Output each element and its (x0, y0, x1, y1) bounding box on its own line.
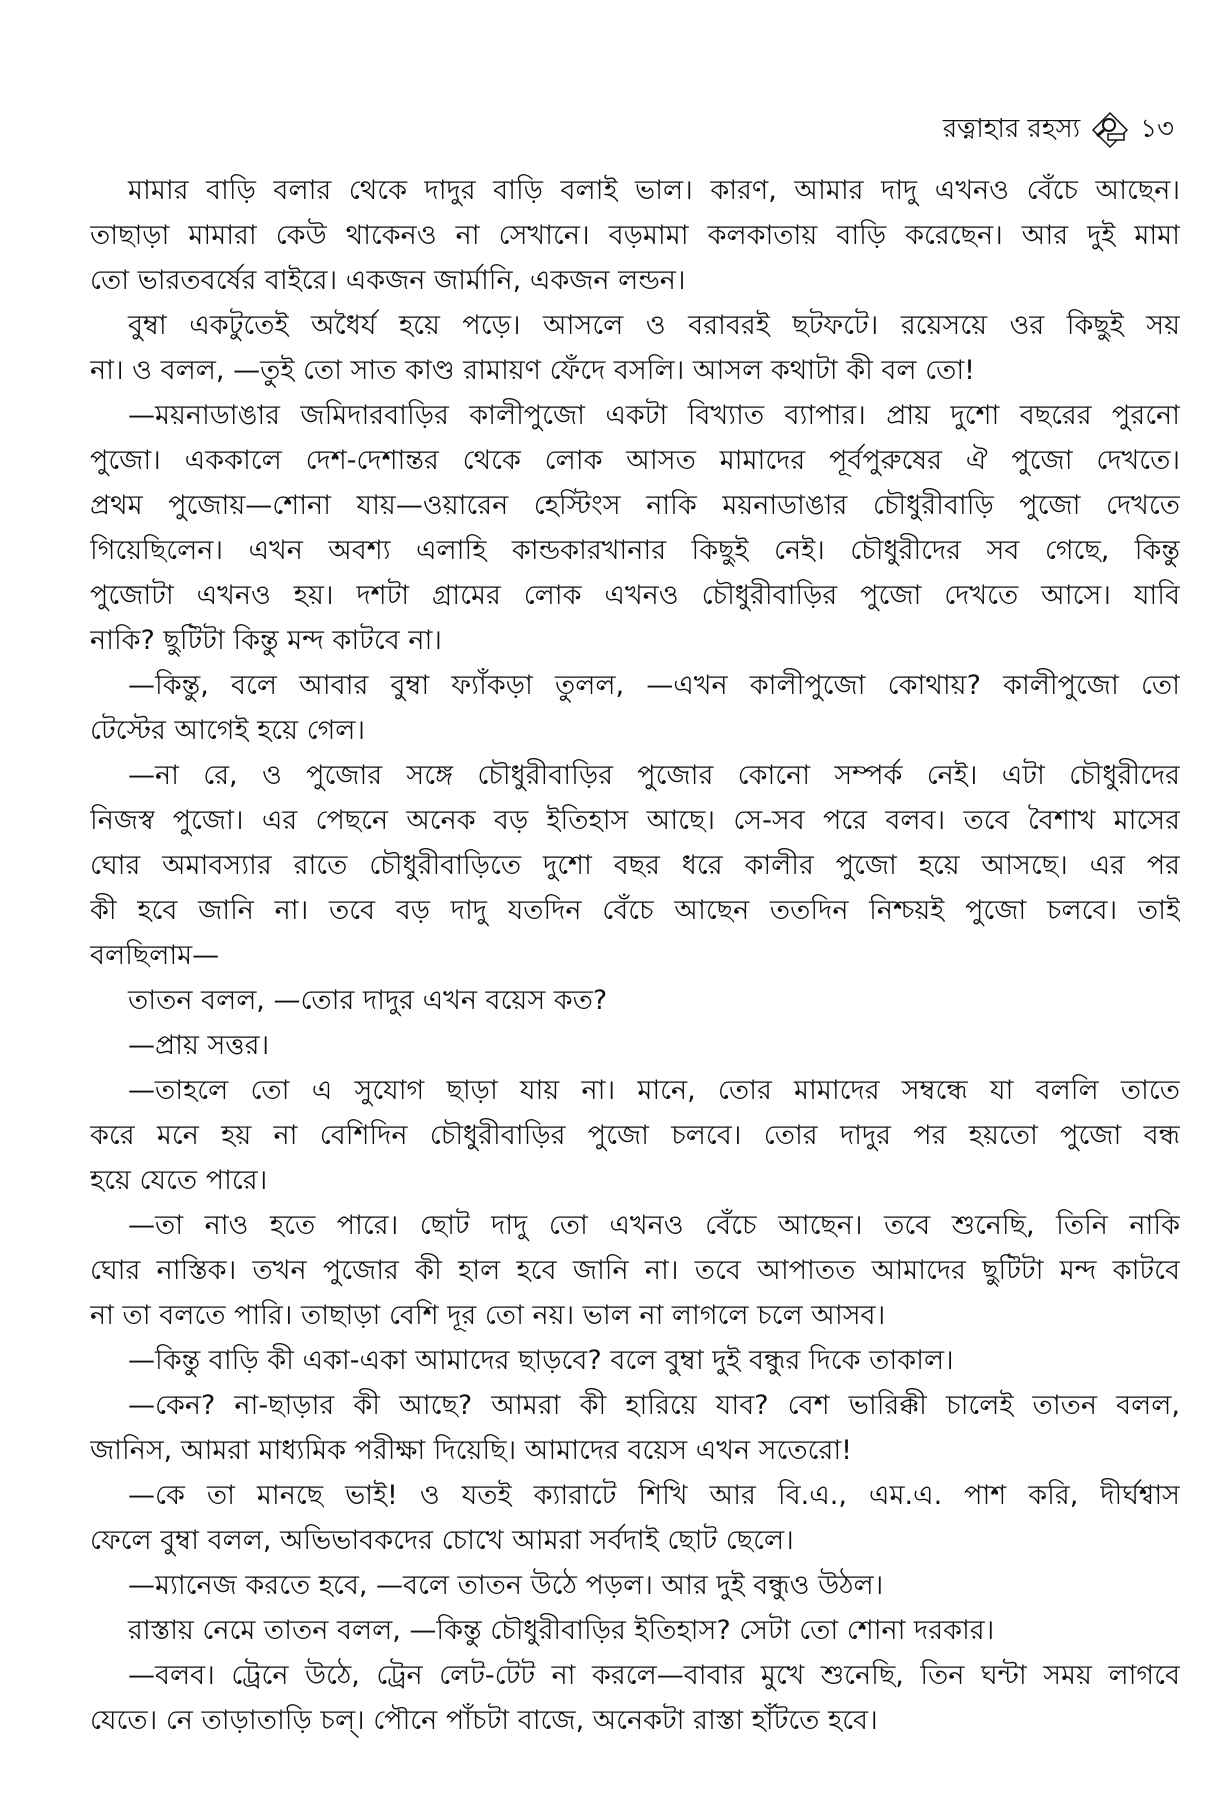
text-line: জানিস, আমরা মাধ্যমিক পরীক্ষা দিয়েছি। আমাদের বয়েস এখন সতেরো! (90, 1435, 852, 1466)
paragraph (90, 303, 1180, 393)
text-line: —কিন্তু বাড়ি কী একা-একা আমাদের ছাড়বে? বলে বুম্বা দুই বন্ধুর দিকে তাকাল। (128, 1345, 954, 1376)
paragraph (90, 393, 1180, 663)
text-line: —না রে, ও পুজোর সঙ্গে চৌধুরীবাড়ির পুজোর কোনো সম্পর্ক নেই। এটা চৌধুরীদের (128, 760, 1180, 791)
text-line: নিজস্ব পুজো। এর পেছনে অনেক বড় ইতিহাস আছে। সে-সব পরে বলব। তবে বৈশাখ মাসের (90, 805, 1180, 836)
text-line: —কেন? না-ছাড়ার কী আছে? আমরা কী হারিয়ে যাব? বেশ ভারিক্কী চালেই তাতন বলল, (128, 1390, 1180, 1421)
text-line: —বলব। ট্রেনে উঠে, ট্রেন লেট-টেট না করলে—বাবার মুখে শুনেছি, তিন ঘন্টা সময় লাগবে (128, 1660, 1180, 1691)
page-number: ১৩ (1140, 114, 1174, 144)
text-line: হয়ে যেতে পারে। (90, 1165, 268, 1196)
text-line: গিয়েছিলেন। এখন অবশ্য এলাহি কান্ডকারখানার কিছুই নেই। চৌধুরীদের সব গেছে, কিন্তু (90, 535, 1180, 566)
text-line: যেতে। নে তাড়াতাড়ি চল্। পৌনে পাঁচটা বাজে, অনেকটা রাস্তা হাঁটতে হবে। (90, 1705, 878, 1736)
text-line: —কিন্তু, বলে আবার বুম্বা ফ্যাঁকড়া তুলল, —এখন কালীপুজো কোথায়? কালীপুজো তো (128, 670, 1180, 701)
paragraph (90, 168, 1180, 303)
text-line: ফেলে বুম্বা বলল, অভিভাবকদের চোখে আমরা সর্বদাই ছোট ছেলে। (90, 1525, 794, 1556)
text-line: বলছিলাম— (90, 940, 220, 971)
text-line: —তাহলে তো এ সুযোগ ছাড়া যায় না। মানে, তোর মামাদের সম্বন্ধে যা বললি তাতে (128, 1075, 1180, 1106)
text-line: রাস্তায় নেমে তাতন বলল, —কিন্তু চৌধুরীবাড়ির ইতিহাস? সেটা তো শোনা দরকার। (128, 1615, 995, 1646)
text-line: —তা নাও হতে পারে। ছোট দাদু তো এখনও বেঁচে আছেন। তবে শুনেছি, তিনি নাকি (128, 1210, 1180, 1241)
text-line: ঘোর অমাবস্যার রাতে চৌধুরীবাড়িতে দুশো বছর ধরে কালীর পুজো হয়ে আসছে। এর পর (90, 850, 1180, 881)
paragraph (90, 1608, 1180, 1653)
text-line: নাকি? ছুটিটা কিন্তু মন্দ কাটবে না। (90, 625, 442, 656)
paragraph (90, 1068, 1180, 1203)
text-line: কী হবে জানি না। তবে বড় দাদু যতদিন বেঁচে আছেন ততদিন নিশ্চয়ই পুজো চলবে। তাই (90, 895, 1180, 926)
paragraph (90, 978, 1180, 1023)
page-body (90, 168, 1180, 1743)
book-title: রত্নাহার রহস্য (942, 114, 1081, 144)
text-line: —ময়নাডাঙার জমিদারবাড়ির কালীপুজো একটা বিখ্যাত ব্যাপার। প্রায় দুশো বছরের পুরনো (128, 400, 1180, 431)
paragraph (90, 1338, 1180, 1383)
paragraph (90, 1383, 1180, 1473)
text-line: করে মনে হয় না বেশিদিন চৌধুরীবাড়ির পুজো চলবে। তোর দাদুর পর হয়তো পুজো বন্ধ (90, 1120, 1180, 1151)
text-line: প্রথম পুজোয়—শোনা যায়—ওয়ারেন হেস্টিংস নাকি ময়নাডাঙার চৌধুরীবাড়ি পুজো দেখতে (90, 490, 1180, 521)
paragraph (90, 1473, 1180, 1563)
text-line: মামার বাড়ি বলার থেকে দাদুর বাড়ি বলাই ভাল। কারণ, আমার দাদু এখনও বেঁচে আছেন। (128, 175, 1180, 206)
text-line: পুজোটা এখনও হয়। দশটা গ্রামের লোক এখনও চৌধুরীবাড়ির পুজো দেখতে আসে। যাবি (90, 580, 1180, 611)
paragraph (90, 663, 1180, 753)
text-line: —ম্যানেজ করতে হবে, —বলে তাতন উঠে পড়ল। আর দুই বন্ধুও উঠল। (128, 1570, 884, 1601)
text-line: তাছাড়া মামারা কেউ থাকেনও না সেখানে। বড়মামা কলকাতায় বাড়ি করেছেন। আর দুই মামা (90, 220, 1180, 251)
text-line: ঘোর নাস্তিক। তখন পুজোর কী হাল হবে জানি না। তবে আপাতত আমাদের ছুটিটা মন্দ কাটবে (90, 1255, 1180, 1286)
text-line: —প্রায় সত্তর। (128, 1030, 270, 1061)
paragraph (90, 1653, 1180, 1743)
text-line: পুজো। এককালে দেশ-দেশান্তর থেকে লোক আসত মামাদের পূর্বপুরুষের ঐ পুজো দেখতে। (90, 445, 1180, 476)
magnifier-logo-icon (1090, 110, 1130, 150)
text-line: না তা বলতে পারি। তাছাড়া বেশি দূর তো নয়। ভাল না লাগলে চলে আসব। (90, 1300, 886, 1331)
running-header (943, 108, 1174, 152)
text-line: —কে তা মানছে ভাই! ও যতই ক্যারাটে শিখি আর বি.এ., এম.এ. পাশ করি, দীর্ঘশ্বাস (128, 1480, 1180, 1511)
text-line: তাতন বলল, —তোর দাদুর এখন বয়েস কত? (128, 985, 608, 1016)
text-line: বুম্বা একটুতেই অধৈর্য হয়ে পড়ে। আসলে ও বরাবরই ছটফটে। রয়েসয়ে ওর কিছুই সয় (128, 310, 1180, 341)
text-line: না। ও বলল, —তুই তো সাত কাণ্ড রামায়ণ ফেঁদে বসলি। আসল কথাটা কী বল তো! (90, 355, 975, 386)
paragraph (90, 1023, 1180, 1068)
paragraph (90, 1203, 1180, 1338)
paragraph (90, 753, 1180, 978)
paragraph (90, 1563, 1180, 1608)
text-line: তো ভারতবর্ষের বাইরে। একজন জার্মানি, একজন লন্ডন। (90, 265, 686, 296)
text-line: টেস্টের আগেই হয়ে গেল। (90, 715, 366, 746)
